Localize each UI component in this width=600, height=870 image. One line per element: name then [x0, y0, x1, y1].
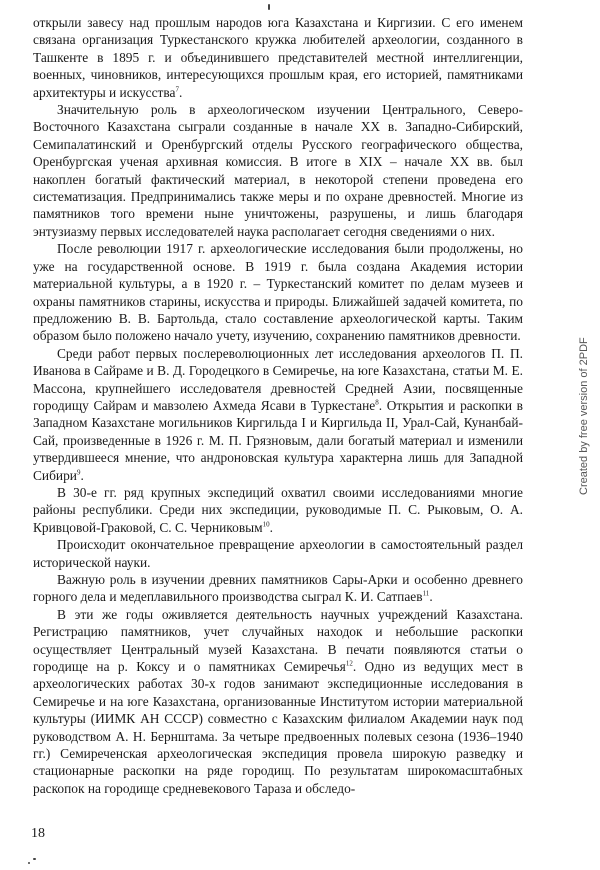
paragraph: [33, 101, 523, 240]
paragraph-text: Происходит окончательное превращение археологии в самостоятельный раздел исторической науки.: [33, 537, 523, 570]
paragraph-text: В эти же годы оживляется деятельность научных учреждений Казахстана. Регистрацию памятников, учет случайных находок и небольшие раскопки осуществляет Центральный музей Казахстана. В печати появляются статьи о городище на р. Коксу и о памятниках Семиречья: [33, 606, 523, 675]
watermark: [575, 165, 593, 495]
paragraph-text: .: [429, 589, 433, 605]
paragraph-text: .: [80, 467, 84, 483]
paragraph: [33, 240, 523, 344]
footnote-ref: 8: [375, 398, 379, 407]
paragraph-text: После революции 1917 г. археологические исследования были продолжены, но уже на государственной основе. В 1919 г. была создана Академия истории материальной культуры, а в 1920 г. – Туркестанский комитет по делам музеев и охраны памятников старины, искусства и природы. Ближайшей задачей комитета, по предложению В. В. Бартольда, стало составление археологической карты. Таким образом было положено начало учету, изучению, сохранению памятников древности.: [33, 241, 523, 344]
paragraph-text: .: [269, 519, 273, 535]
scan-speck: [268, 4, 270, 10]
paragraph-text: Важную роль в изучении древних памятников Сары-Арки и особенно древнего горного дела и медеплавильного производства сыграл К. И. Сатпаев: [33, 572, 523, 605]
document-page: [33, 14, 523, 797]
paragraph-text: . Одно из ведущих мест в археологических работах 30-х годов занимают экспедиционные исследования в Семиречье и на юге Казахстана, организованные Институтом истории материальной культуры (ИИМК АН СССР) совместно с Казахским филиалом Академии наук под руководством А. Н. Бернштама. За четыре предвоенных полевых сезона (1936–1940 гг.) Семиреченская археологическая экспедиция провела широкую разведку и стационарные раскопки на ряде городищ. По результатам широкомасштабных раскопок на городище средневекового Тараза и обследо-: [33, 659, 523, 796]
paragraph-text: Среди работ первых послереволюционных лет исследования археологов П. П. Иванова в Сайраме и В. Д. Городецкого в Семиречье, на юге Казахстана, статьи М. Е. Массона, крупнейшего исследователя древностей Средней Азии, посвященные городищу Сайрам и мавзолею Ахмеда Ясави в Туркестане: [33, 345, 523, 413]
paragraph: [33, 606, 523, 797]
paragraph-text: открыли завесу над прошлым народов юга Казахстана и Киргизии. С его именем связана организация Туркестанского кружка любителей археологии, созданного в Ташкенте в 1895 г. и объединившего представителей местной интеллигенции, военных, чиновников, интересующихся прошлым края, его историей, памятниками архитектуры и искусства: [33, 15, 523, 100]
page-number: 18: [31, 826, 45, 841]
paragraph: [33, 484, 523, 536]
paragraph-text: .: [179, 84, 183, 100]
scan-speck: [28, 862, 30, 864]
paragraph: [33, 14, 523, 101]
footnote-ref: 7: [175, 85, 179, 94]
footnote-ref: 11: [422, 589, 430, 598]
paragraph-text: . Открытия и раскопки в Западном Казахстане могильников Киргильда I и Киргильда II, Урал-Сай, Кунанбай-Сай, произведенные в 1926 г. М. П. Грязновым, дали богатый материал и изменили утвердившееся мнение, что андроновская культура характерна лишь для Западной Сибири: [33, 397, 523, 483]
footnote-ref: 9: [76, 468, 81, 477]
paragraph-text: В 30-е гг. ряд крупных экспедиций охватил своими исследованиями многие районы республики. Среди них экспедиции, руководимые П. С. Рыковым, О. А. Кривцовой-Граковой, С. С. Черниковым: [33, 484, 523, 535]
paragraph: [33, 571, 523, 606]
footnote-ref: 12: [345, 659, 353, 668]
scan-speck: [33, 858, 36, 860]
footnote-ref: 10: [262, 520, 270, 529]
paragraph-text: Значительную роль в археологическом изучении Центрального, Северо-Восточного Казахстана сыграли созданные в начале XX в. Западно-Сибирский, Семипалатинский и Оренбургский отделы Русского географического общества, Оренбургская ученая архивная комиссия. В итоге в XIX – начале XX вв. был накоплен богатый фактический материал, в некоторой степени проведена его систематизация. Предпринимались также меры и по охране древностей. Многие из памятников того времени ныне уничтожены, разрушены, и лишь благодаря энтузиазму первых исследователей наука располагает сегодня сведениями о них.: [33, 102, 523, 239]
paragraph: [33, 345, 523, 484]
paragraph: [33, 536, 523, 571]
watermark-text: Created by free version of 2PDF: [578, 337, 590, 495]
